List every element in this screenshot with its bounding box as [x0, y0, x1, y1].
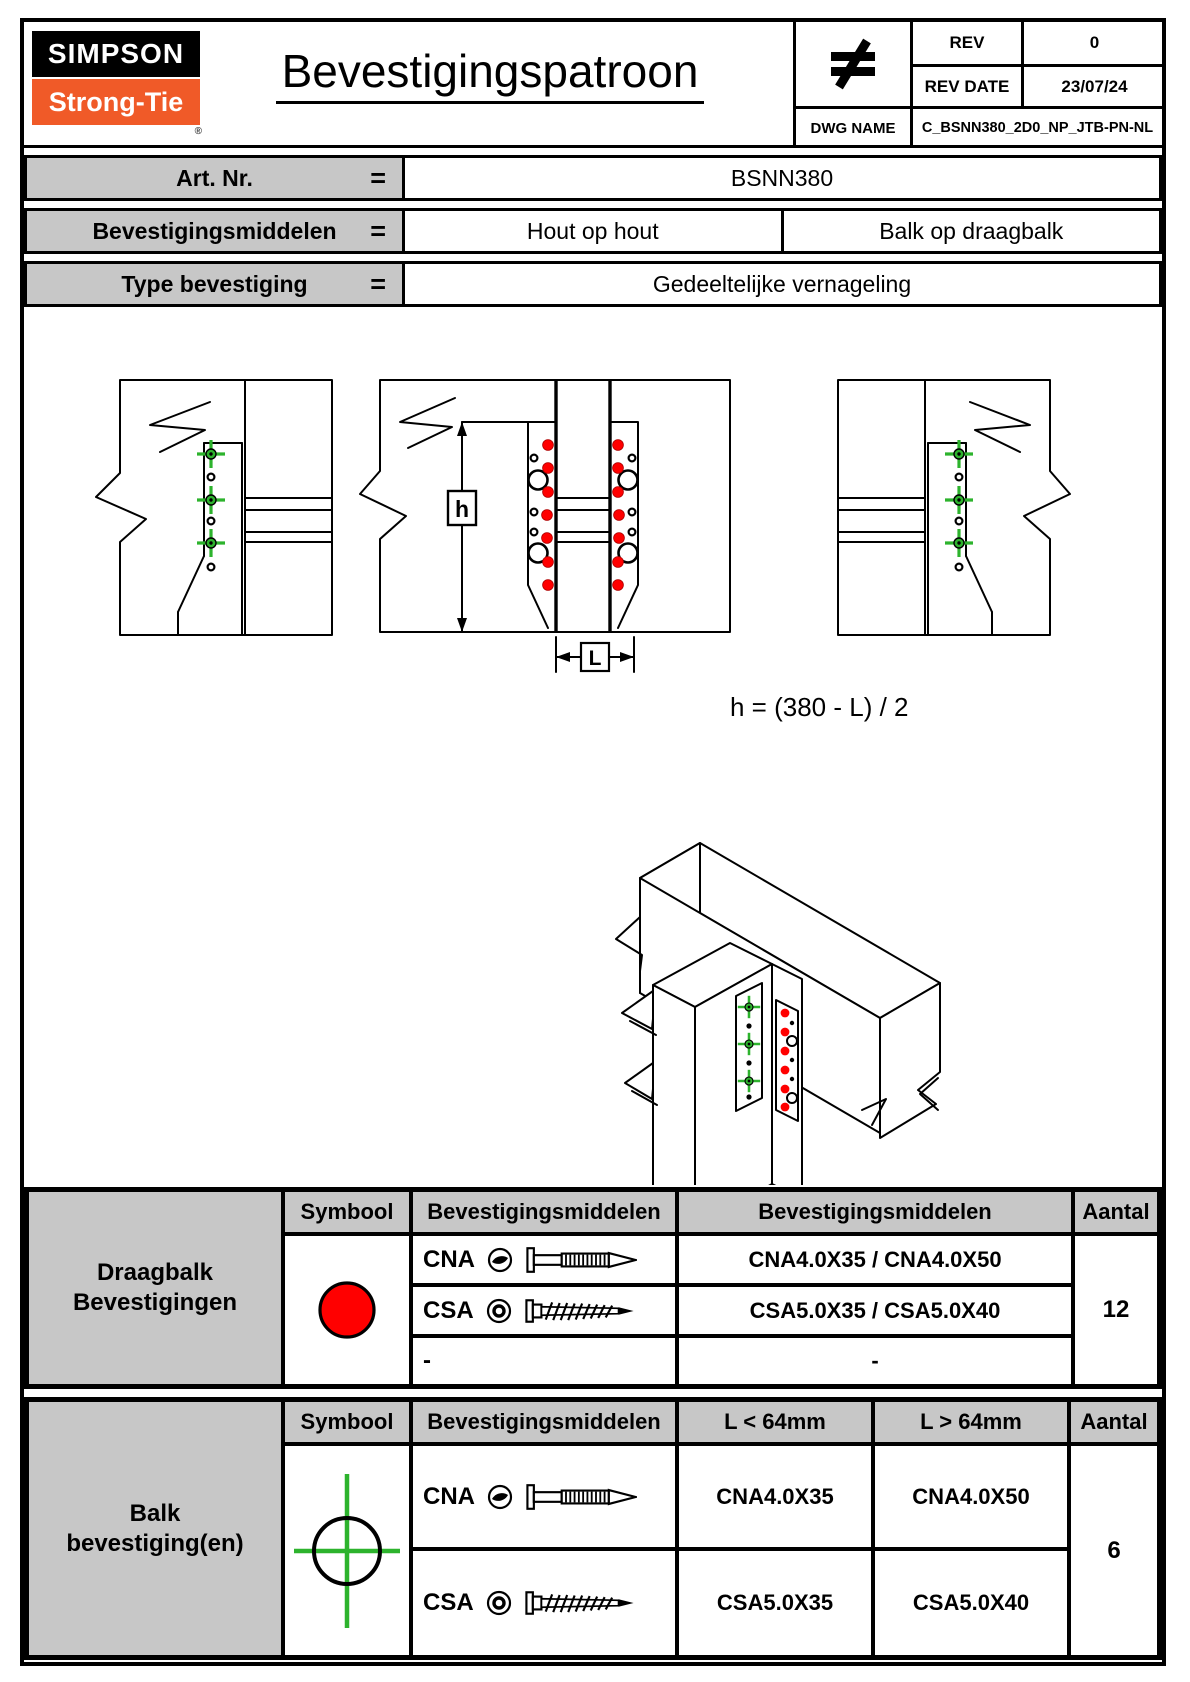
- registered-mark: ®: [194, 126, 202, 137]
- artnr-label: Art. Nr. =: [27, 158, 405, 198]
- col-header-l-large: L > 64mm: [873, 1400, 1069, 1444]
- cna-code: CNA: [423, 1482, 475, 1510]
- middelen-value-2: Balk op draagbalk: [879, 217, 1064, 244]
- ring-nail-icon: [525, 1482, 637, 1512]
- view-2d-middle: [360, 380, 730, 672]
- info-row-middelen: [24, 208, 1162, 254]
- length-dimension: [556, 637, 634, 672]
- balk-symbol-cell: [283, 1444, 411, 1657]
- draagbalk-fastener-table: [24, 1187, 1162, 1389]
- rev-date-label: REV DATE: [924, 76, 1010, 96]
- draagbalk-table-label: Draagbalk Bevestigingen: [27, 1190, 283, 1386]
- nail-head-icon: [487, 1247, 513, 1273]
- dwg-name-label: DWG NAME: [810, 119, 896, 137]
- csa-code: CSA: [423, 1589, 474, 1616]
- revision-block: [793, 22, 1165, 147]
- cna-code: CNA: [423, 1245, 475, 1273]
- balk-fastener-table: [24, 1397, 1162, 1660]
- balk-aantal-value: 6: [1069, 1444, 1159, 1657]
- l-dim-label: L: [588, 647, 602, 670]
- col-header-symbool: Symbool: [283, 1190, 411, 1234]
- middelen-label: Bevestigingsmiddelen =: [27, 211, 405, 251]
- view-3d-isometric: [616, 843, 940, 1185]
- simpson-strongtie-logo: [32, 31, 202, 137]
- middelen-value-1: Hout op hout: [405, 211, 784, 251]
- csa-l-large: CSA5.0X40: [873, 1549, 1069, 1657]
- balk-fastener-symbols: [197, 440, 225, 570]
- col-header-l-small: L < 64mm: [677, 1400, 873, 1444]
- draagbalk-fastener-symbols-left: [529, 440, 554, 591]
- type-label: Type bevestiging =: [27, 264, 405, 304]
- balk-table-label: Balk bevestiging(en): [27, 1400, 283, 1657]
- screw-head-icon: [486, 1298, 512, 1324]
- rev-label: REV: [949, 33, 985, 52]
- col-header-aantal: Aantal: [1073, 1190, 1159, 1234]
- csa-l-small: CSA5.0X35: [677, 1549, 873, 1657]
- technical-drawing: [24, 307, 1162, 1185]
- cna-row: [411, 1234, 677, 1285]
- col-header-middelen-spec: Bevestigingsmiddelen: [677, 1190, 1073, 1234]
- page-title: Bevestigingspatroon: [210, 44, 770, 104]
- green-crosshair-icon: [286, 1456, 408, 1646]
- screw-icon: [524, 1588, 636, 1618]
- balk-fastener-symbols: [945, 440, 973, 570]
- height-formula: h = (380 - L) / 2: [730, 692, 909, 722]
- h-dim-label: h: [454, 496, 470, 522]
- logo-strongtie-text: Strong-Tie ®: [32, 79, 200, 125]
- empty-spec: -: [677, 1336, 1073, 1386]
- col-header-middelen: Bevestigingsmiddelen: [411, 1400, 677, 1444]
- rev-value: 0: [1089, 33, 1100, 52]
- not-equal-icon: [796, 22, 910, 106]
- nail-head-icon: [487, 1484, 513, 1510]
- cna-spec: CNA4.0X35 / CNA4.0X50: [677, 1234, 1073, 1285]
- logo-simpson-text: SIMPSON: [32, 31, 200, 77]
- csa-code: CSA: [423, 1296, 474, 1324]
- csa-row: [411, 1285, 677, 1336]
- red-circle-icon: [315, 1278, 379, 1342]
- draagbalk-fastener-symbols-right: [613, 440, 638, 591]
- cna-row: [411, 1444, 677, 1549]
- screw-head-icon: [486, 1590, 512, 1616]
- csa-spec: CSA5.0X35 / CSA5.0X40: [677, 1285, 1073, 1336]
- empty-row: -: [411, 1336, 677, 1386]
- draagbalk-symbol-cell: [283, 1234, 411, 1386]
- info-row-type: [24, 261, 1162, 307]
- view-2d-right: [838, 380, 1070, 635]
- cna-l-small: CNA4.0X35: [677, 1444, 873, 1549]
- col-header-middelen: Bevestigingsmiddelen: [411, 1190, 677, 1234]
- cna-l-large: CNA4.0X50: [873, 1444, 1069, 1549]
- dwg-name-value: C_BSNN380_2D0_NP_JTB-PN-NL: [921, 120, 1154, 136]
- artnr-value: BSNN380: [730, 164, 834, 191]
- ring-nail-icon: [525, 1245, 637, 1275]
- col-header-symbool: Symbool: [283, 1400, 411, 1444]
- equals-sign: =: [370, 268, 386, 299]
- draagbalk-aantal-value: 12: [1073, 1234, 1159, 1386]
- equals-sign: =: [370, 162, 386, 193]
- rev-date-value: 23/07/24: [1061, 76, 1128, 96]
- equals-sign: =: [370, 215, 386, 246]
- info-row-artnr: [24, 155, 1162, 201]
- col-header-aantal: Aantal: [1069, 1400, 1159, 1444]
- screw-icon: [524, 1296, 636, 1326]
- csa-row: [411, 1549, 677, 1657]
- type-value: Gedeeltelijke vernageling: [652, 270, 912, 297]
- view-2d-left: [96, 380, 332, 635]
- height-dimension: [448, 422, 530, 632]
